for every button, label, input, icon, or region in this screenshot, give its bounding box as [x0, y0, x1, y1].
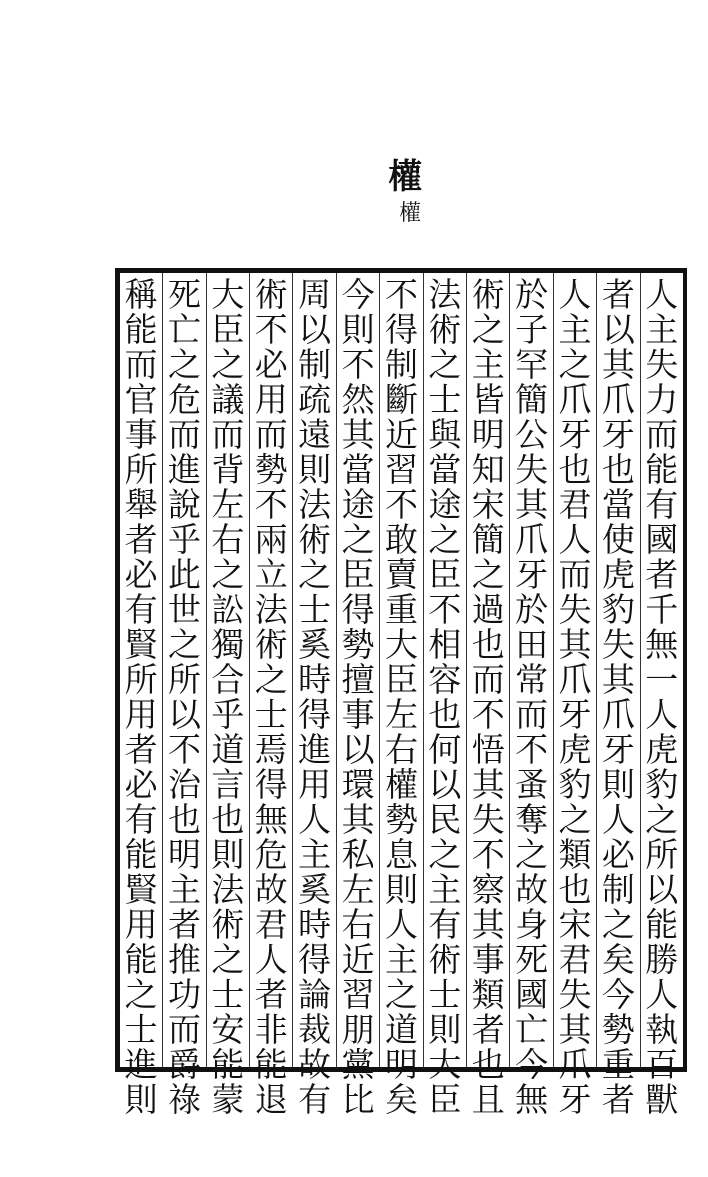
page-title: 權 [388, 157, 422, 197]
text-column: 法 術 之 士 與 當 途 之 臣 不 相 容 也 何 以 民 之 主 有 術 士 則 大 臣 [423, 273, 466, 1067]
page-subtitle: 權 [398, 201, 421, 226]
text-column: 大 臣 之 議 而 背 左 右 之 訟 獨 合 乎 道 言 也 則 法 術 之 士 安 能 蒙 [206, 273, 249, 1067]
text-column: 今 則 不 然 其 當 途 之 臣 得 勢 擅 事 以 環 其 私 左 右 近 習 朋 黨 比 [336, 273, 379, 1067]
text-column: 者 以 其 爪 牙 也 當 使 虎 豹 失 其 爪 牙 則 人 必 制 之 矣 今 勢 重 者 [596, 273, 639, 1067]
text-column: 於 子 罕 簡 公 失 其 爪 牙 於 田 常 而 不 蚤 奪 之 故 身 死 國 亡 今 無 [509, 273, 552, 1067]
text-column: 不 得 制 斷 近 習 不 敢 賣 重 大 臣 左 右 權 勢 息 則 人 主 之 道 明 矣 [379, 273, 422, 1067]
text-columns [120, 273, 683, 1119]
text-column: 稱 能 而 官 事 所 舉 者 必 有 賢 所 用 者 必 有 能 賢 用 能 之 士 進 則 [124, 275, 158, 1119]
text-column: 周 以 制 疏 遠 則 法 術 之 士 奚 時 得 進 用 人 主 奚 時 得 論 裁 故 有 [292, 273, 335, 1067]
text-column: 人 主 失 力 而 能 有 國 者 千 無 一 人 虎 豹 之 所 以 能 勝 人 執 百 獸 [640, 273, 683, 1067]
text-column: 術 不 必 用 而 勢 不 兩 立 法 術 之 士 焉 得 無 危 故 君 人 者 非 能 退 [249, 273, 292, 1067]
text-column: 死 亡 之 危 而 進 說 乎 此 世 之 所 以 不 治 也 明 主 者 推 功 而 爵 祿 [162, 273, 205, 1067]
text-frame [115, 268, 687, 1119]
text-column: 術 之 主 皆 明 知 宋 簡 之 過 也 而 不 悟 其 失 不 察 其 事 類 者 也 且 [466, 273, 509, 1067]
text-column: 人 主 之 爪 牙 也 君 人 而 失 其 爪 牙 虎 豹 之 類 也 宋 君 失 其 爪 牙 [553, 273, 596, 1067]
